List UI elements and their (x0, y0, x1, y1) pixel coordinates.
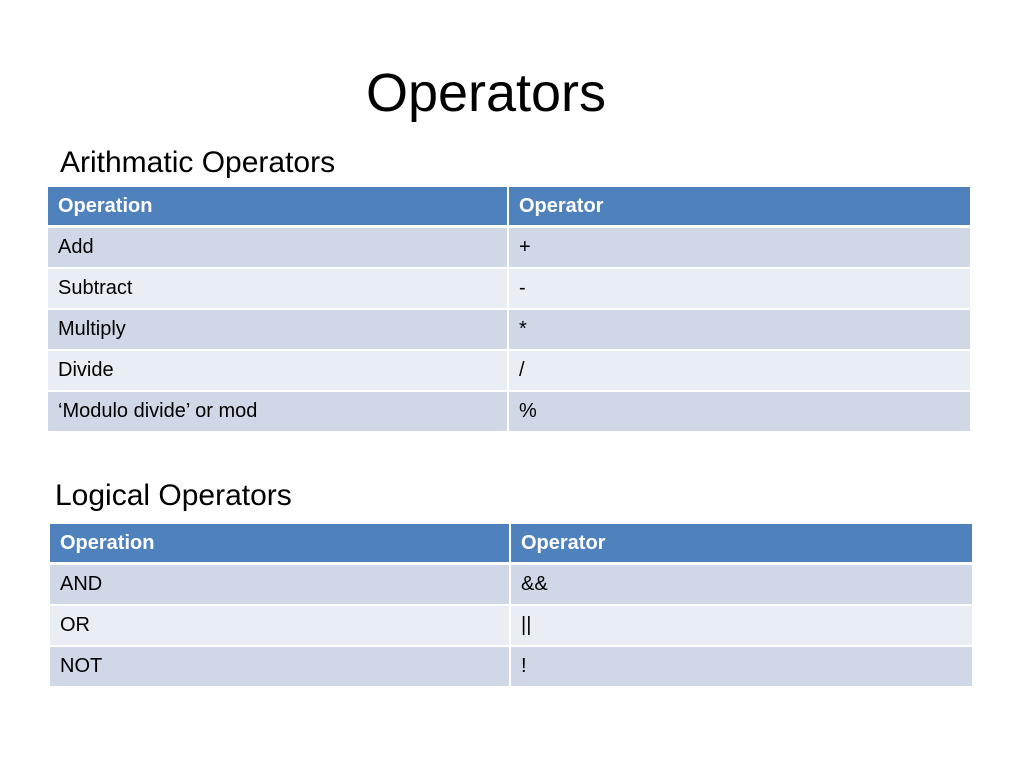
table-row (48, 310, 970, 351)
logical-operators-table (50, 524, 972, 688)
operation-cell: NOT (50, 647, 511, 688)
operator-cell: && (511, 565, 972, 606)
column-header-operation: Operation (50, 524, 511, 565)
operation-cell: ‘Modulo divide’ or mod (48, 392, 509, 433)
table-row (48, 392, 970, 433)
operator-cell: / (509, 351, 970, 392)
operator-cell: % (509, 392, 970, 433)
table-row (48, 269, 970, 310)
operation-cell: Add (48, 228, 509, 269)
column-header-operation: Operation (48, 187, 509, 228)
table-header-row (48, 187, 970, 228)
table-row (48, 228, 970, 269)
arithmetic-operators-heading: Arithmatic Operators (60, 146, 336, 179)
slide-title: Operators (365, 63, 607, 123)
table-row (50, 647, 972, 688)
table-row (48, 351, 970, 392)
operation-cell: AND (50, 565, 511, 606)
operation-cell: Multiply (48, 310, 509, 351)
operation-cell: Subtract (48, 269, 509, 310)
table-header-row (50, 524, 972, 565)
logical-operators-heading: Logical Operators (55, 479, 292, 512)
table-row (50, 565, 972, 606)
operator-cell: || (511, 606, 972, 647)
column-header-operator: Operator (511, 524, 972, 565)
operator-cell: * (509, 310, 970, 351)
table-row (50, 606, 972, 647)
operator-cell: + (509, 228, 970, 269)
column-header-operator: Operator (509, 187, 970, 228)
operator-cell: ! (511, 647, 972, 688)
operation-cell: Divide (48, 351, 509, 392)
operator-cell: - (509, 269, 970, 310)
arithmetic-operators-table (48, 187, 970, 433)
operation-cell: OR (50, 606, 511, 647)
